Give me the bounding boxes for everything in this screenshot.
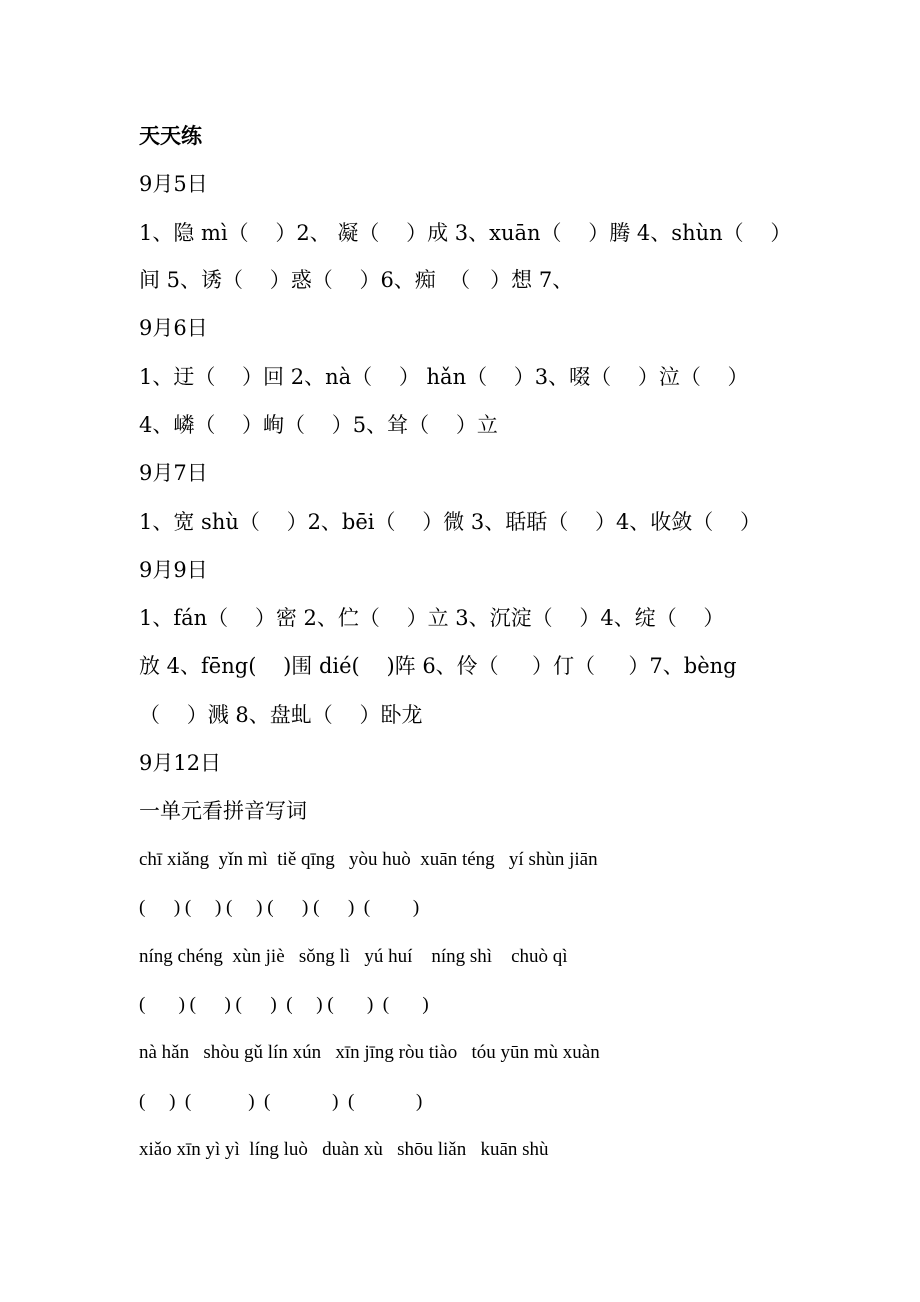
pinyin-line: xiǎo xīn yì yì líng luò duàn xù shōu liǎn kuān shù: [139, 1139, 549, 1160]
exercise-line: 1、迂（ ）回 2、nà（ ） hǎn（ ）3、啜（ ）泣（ ）: [139, 365, 749, 389]
exercise-line: （ ）溅 8、盘虬（ ）卧龙: [139, 703, 423, 727]
date-heading-sep12: 9月12日: [139, 751, 222, 775]
exercise-line: 1、fán（ ）密 2、伫（ ）立 3、沉淀（ ）4、绽（ ）: [139, 606, 725, 630]
answer-blanks-line: ( ) ( ) ( ) ( ): [139, 1091, 423, 1112]
date-heading-sep5: 9月5日: [139, 172, 208, 196]
pinyin-line: chī xiǎng yǐn mì tiě qīng yòu huò xuān téng yí shùn jiān: [139, 849, 598, 870]
answer-blanks-line: ( ) ( ) ( ) ( ) ( ) ( ): [139, 994, 429, 1015]
exercise-line: 放 4、fēng( )围 dié( )阵 6、伶（ ）仃（ ）7、bèng: [139, 654, 737, 678]
date-heading-sep9: 9月9日: [139, 558, 208, 582]
exercise-line: 1、隐 mì（ ）2、 凝（ ）成 3、xuān（ ）腾 4、shùn（ ）: [139, 221, 792, 245]
worksheet-title: 天天练: [139, 124, 202, 148]
date-heading-sep7: 9月7日: [139, 461, 208, 485]
answer-blanks-line: ( ) ( ) ( ) ( ) ( ) ( ): [139, 897, 420, 918]
exercise-line: 4、嶙（ ）峋（ ）5、耸（ ）立: [139, 413, 498, 437]
section-subtitle: 一单元看拼音写词: [139, 799, 307, 823]
exercise-line: 间 5、诱（ ）惑（ ）6、痴 （ ）想 7、: [139, 268, 574, 292]
date-heading-sep6: 9月6日: [139, 316, 208, 340]
pinyin-line: nà hǎn shòu gǔ lín xún xīn jīng ròu tiào tóu yūn mù xuàn: [139, 1042, 600, 1063]
exercise-line: 1、宽 shù（ ）2、bēi（ ）微 3、聒聒（ ）4、收敛（ ）: [139, 510, 762, 534]
pinyin-line: níng chéng xùn jiè sǒng lì yú huí níng shì chuò qì: [139, 946, 568, 967]
